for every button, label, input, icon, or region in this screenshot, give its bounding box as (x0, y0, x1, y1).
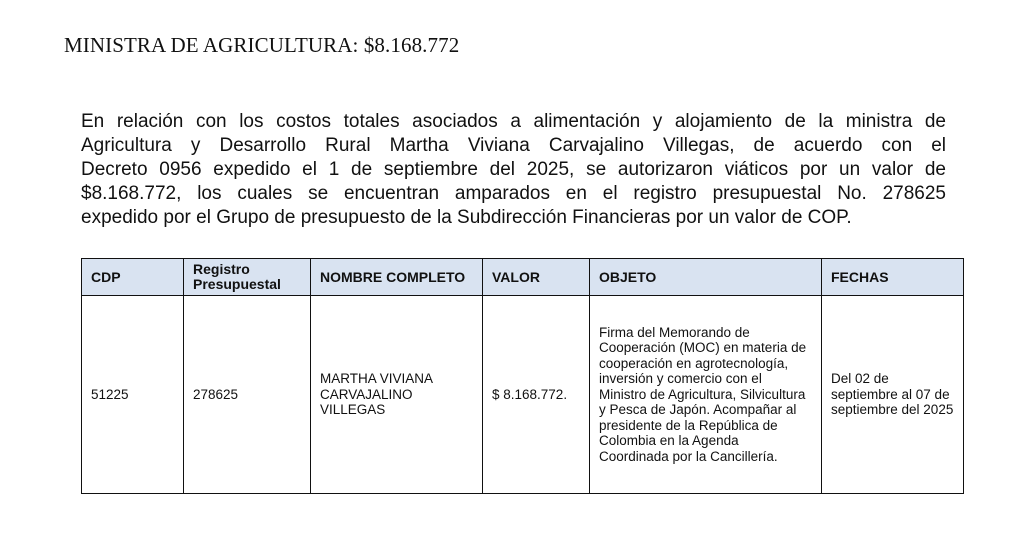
cell-registro: 278625 (184, 296, 311, 494)
table-header-row (82, 259, 964, 296)
cell-nombre: MARTHA VIVIANA CARVAJALINO VILLEGAS (311, 296, 483, 494)
paragraph-line: Decreto 0956 expedido el 1 de septiembre del 2025, se autorizaron viáticos por un valor de (81, 159, 946, 180)
paragraph-line: Agricultura y Desarrollo Rural Martha Viviana Carvajalino Villegas, de acuerdo con el (81, 135, 946, 156)
header-valor: VALOR (483, 259, 590, 296)
header-objeto: OBJETO (590, 259, 822, 296)
cell-objeto: Firma del Memorando de Cooperación (MOC) en materia de cooperación en agrotecnología, inversión y comercio con el Ministro de Agricultura, Silvicultura y Pesca de Japón. Acompañar al presidente de la República de Colombia en la Agenda Coordinada por la Cancillería. (590, 296, 822, 494)
paragraph-line: expedido por el Grupo de presupuesto de la Subdirección Financieras por un valor de COP. (81, 207, 852, 228)
header-nombre: NOMBRE COMPLETO (311, 259, 483, 296)
paragraph-line: En relación con los costos totales asociados a alimentación y alojamiento de la ministra de (81, 111, 946, 132)
header-registro: Registro Presupuestal (184, 259, 311, 296)
header-cdp: CDP (82, 259, 184, 296)
header-fechas: FECHAS (822, 259, 964, 296)
cell-fechas: Del 02 de septiembre al 07 de septiembre del 2025 (822, 296, 964, 494)
table-row (82, 296, 964, 494)
budget-table (81, 258, 964, 494)
description-paragraph (81, 110, 946, 230)
page-heading: MINISTRA DE AGRICULTURA: $8.168.772 (64, 33, 460, 57)
cell-valor: $ 8.168.772. (483, 296, 590, 494)
paragraph-line: $8.168.772, los cuales se encuentran amparados en el registro presupuestal No. 278625 (81, 183, 946, 204)
cell-cdp: 51225 (82, 296, 184, 494)
